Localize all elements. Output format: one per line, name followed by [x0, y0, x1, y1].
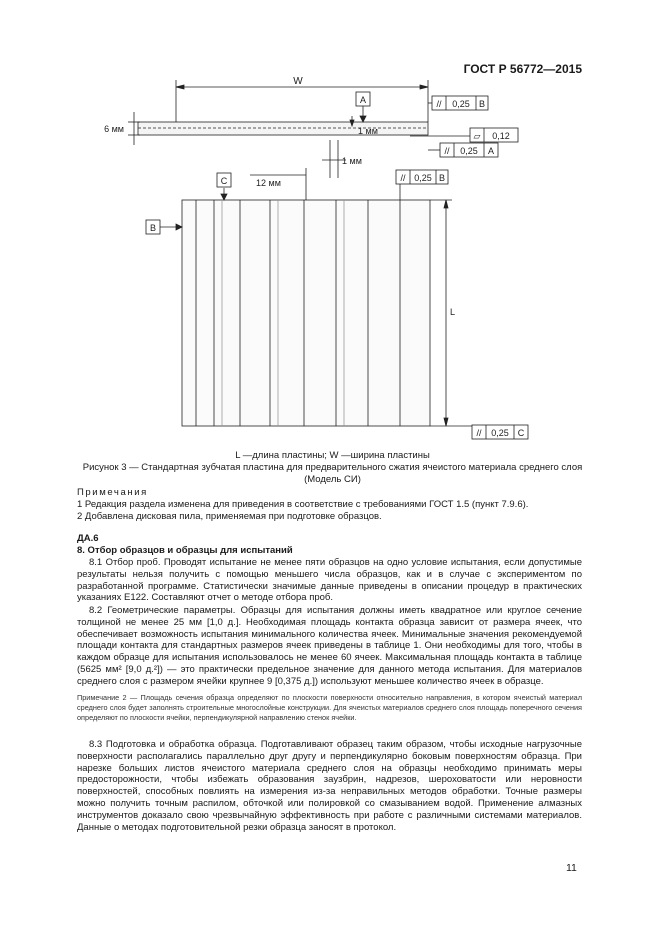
note-2-small: Примечание 2 — Площадь сечения образца определяют по плоскости поверхности относительно направления, в котором ячеистый материал среднего слоя будет заполнять строительные многослойные конструкции. Для ячеистых материалов среднего слоя площадь поперечного сечения определяют по плоскости ячейки, перпендикулярной направлению стенок ячейки. [77, 693, 582, 722]
note-1: 1 Редакция раздела изменена для приведения в соответствие с требованиями ГОСТ 1.5 (пункт 7.9.6). [77, 499, 529, 510]
section-title: 8. Отбор образцов и образцы для испытаний [77, 545, 293, 556]
plate-cross-section [138, 122, 428, 135]
figure-caption: Рисунок 3 — Стандартная зубчатая пластина для предварительного сжатия ячеистого материала среднего слоя [82, 462, 583, 473]
tol-tr-symbol: // [436, 99, 442, 109]
figure-3-drawing [0, 0, 661, 460]
tol-mr-datum: A [487, 146, 495, 156]
label-datum-b: B [149, 223, 157, 233]
paragraph-8-3: 8.3 Подготовка и обработка образца. Подготавливают образец таким образом, чтобы исходные нагрузочные поверхности располагались параллельно друг другу и перпендикулярно боковым поверхностям образца. При нарезке больших листов ячеистого материала среднего слоя на образцы необходимо принимать меры предосторожности, чтобы избежать образования заузбрин, надрезов, шероховатости или неровности поверхностей, способных повлиять на измерения из-за неправильных методов обработки. Точные размеры можно получить точным распилом, обточкой или полировкой со смазыванием водой. Применение алмазных инструментов доказало свою чрезвычайную эффективность при работе с различными системами материалов. Данные о методах подготовительной резки образца заносят в протокол. [77, 739, 582, 833]
label-w: W [293, 76, 303, 87]
tol-br-symbol: // [476, 428, 482, 438]
tol-br-datum: C [517, 428, 525, 438]
tol-pt-symbol: // [400, 173, 406, 183]
note-2: 2 Добавлена дисковая пила, применяемая при подготовке образцов. [77, 511, 382, 522]
label-datum-a: A [359, 95, 367, 105]
label-gap: 1 мм [342, 156, 362, 166]
tol-pt-datum: B [438, 173, 446, 183]
tol-mr-symbol: // [444, 146, 450, 156]
label-thickness: 6 мм [104, 124, 124, 134]
label-l: L [450, 307, 456, 317]
paragraph-8-1: 8.1 Отбор проб. Проводят испытание не менее пяти образцов на одно условие испытания, если допустимые результаты нельзя получить с помощью меньшего числа образцов, как и в случае с экспериментом по разработанной программе. Статистически значимые данные приведены в описании процедур в практических указаниях E122. Составляют отчет о методе отбора проб. [77, 557, 582, 604]
tol-pt-value: 0,25 [414, 173, 432, 183]
notes-heading: Примечания [77, 487, 148, 498]
document-header: ГОСТ Р 56772—2015 [463, 62, 582, 76]
paragraph-8-2: 8.2 Геометрические параметры. Образцы для испытания должны иметь квадратное или круглое сечение толщиной не менее 25 мм [1,0 д.]. Необходимая площадь контакта образца зависит от размера ячеек, что обеспечивает возможность испытания минимального количества ячеек. Минимальные значения рекомендуемой площади контакта для стандартных размеров ячеек приведены в таблице 1. Они необходимы для того, чтобы в каждом образце для испытания использовалось не менее 60 ячеек. Максимальная площадь контакта в таблице (5625 мм² [9,0 д.²]) — это практически предельное значение для данного метода испытания. Для материалов среднего слоя с размером ячейки крупнее 9 [0,375 д.]) используют меньшее количество ячеек в образце. [77, 605, 582, 687]
label-datum-c: C [220, 176, 228, 186]
tol-br-value: 0,25 [491, 428, 509, 438]
tol-tr-value: 0,25 [452, 99, 470, 109]
tol-flat-symbol: ▱ [473, 131, 481, 141]
section-code: ДА.6 [77, 533, 99, 544]
label-step: 1 мм [358, 126, 378, 136]
tol-flat-value: 0,12 [492, 131, 510, 141]
page-number: 11 [566, 862, 577, 874]
tol-mr-value: 0,25 [460, 146, 478, 156]
tol-tr-datum: B [478, 99, 486, 109]
figure-legend: L —длина пластины; W —ширина пластины [235, 450, 430, 461]
figure-caption-model: (Модель СИ) [304, 474, 361, 485]
plate-front-view [182, 200, 430, 426]
label-groove: 12 мм [256, 178, 281, 188]
